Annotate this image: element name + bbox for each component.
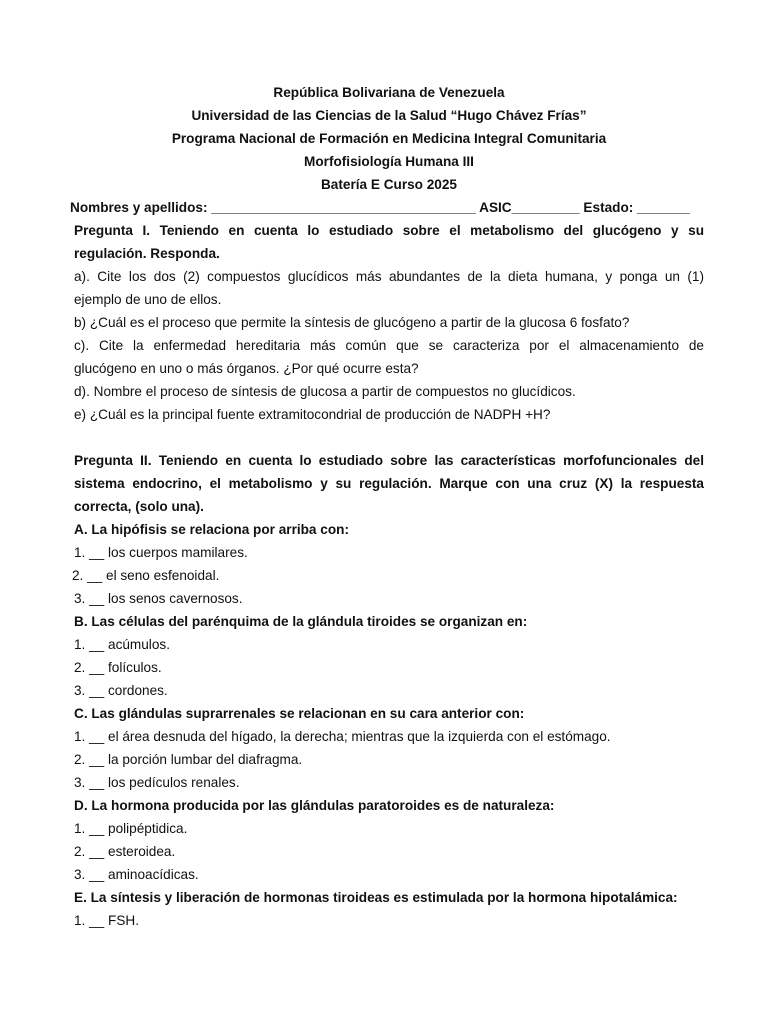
item-a-stem: A. La hipófisis se relaciona por arriba con:: [74, 522, 349, 537]
question-1: [74, 219, 704, 426]
item-b-option-2: 2. __ folículos.: [74, 660, 162, 675]
item-d-option-1: 1. __ polipéptidica.: [74, 821, 188, 836]
question-1-item-c: c). Cite la enfermedad hereditaria más común que se caracteriza por el almacenamiento de: [74, 338, 704, 353]
item-e-stem: E. La síntesis y liberación de hormonas tiroideas es estimulada por la hormona hipotalámica:: [74, 890, 678, 905]
item-c-option-3: 3. __ los pedículos renales.: [74, 775, 240, 790]
item-c-stem: C. Las glándulas suprarrenales se relacionan en su cara anterior con:: [74, 706, 525, 721]
item-d-option-2: 2. __ esteroidea.: [74, 844, 176, 859]
item-a-option-2: 2. __ el seno esfenoidal.: [72, 568, 220, 583]
item-b-option-1: 1. __ acúmulos.: [74, 637, 170, 652]
question-2-title-cont-2: correcta, (solo una).: [74, 499, 204, 514]
header-subject: Morfofisiología Humana III: [304, 154, 474, 169]
student-info-line: Nombres y apellidos: ___________________________________ ASIC_________ Estado: _______: [70, 200, 690, 215]
item-b-stem: B. Las células del parénquima de la glándula tiroides se organizan en:: [74, 614, 528, 629]
item-a-option-1: 1. __ los cuerpos mamilares.: [74, 545, 248, 560]
question-1-item-a-cont: ejemplo de uno de ellos.: [74, 292, 222, 307]
question-1-title: Pregunta I. Teniendo en cuenta lo estudiado sobre el metabolismo del glucógeno y su: [74, 223, 704, 238]
question-1-item-a: a). Cite los dos (2) compuestos glucídicos más abundantes de la dieta humana, y ponga un (1): [74, 269, 704, 284]
item-d-stem: D. La hormona producida por las glándulas paratoroides es de naturaleza:: [74, 798, 555, 813]
question-1-item-e: e) ¿Cuál es la principal fuente extramitocondrial de producción de NADPH +H?: [74, 407, 551, 422]
item-b-option-3: 3. __ cordones.: [74, 683, 168, 698]
question-2: [74, 449, 704, 932]
header-country: República Bolivariana de Venezuela: [273, 85, 505, 100]
question-1-item-b: b) ¿Cuál es el proceso que permite la síntesis de glucógeno a partir de la glucosa 6 fosfato?: [74, 315, 630, 330]
question-1-item-d: d). Nombre el proceso de síntesis de glucosa a partir de compuestos no glucídicos.: [74, 384, 576, 399]
question-1-title-cont: regulación. Responda.: [74, 246, 220, 261]
question-2-title: Pregunta II. Teniendo en cuenta lo estudiado sobre las características morfofuncionales del: [74, 453, 704, 468]
header-university: Universidad de las Ciencias de la Salud “Hugo Chávez Frías”: [191, 108, 587, 123]
item-c-option-2: 2. __ la porción lumbar del diafragma.: [74, 752, 303, 767]
header-battery: Batería E Curso 2025: [320, 177, 457, 192]
header-program: Programa Nacional de Formación en Medicina Integral Comunitaria: [171, 131, 607, 146]
item-e-option-1: 1. __ FSH.: [74, 913, 139, 928]
item-a-option-3: 3. __ los senos cavernosos.: [74, 591, 243, 606]
spacer: [74, 426, 704, 449]
question-2-title-cont: sistema endocrino, el metabolismo y su regulación. Marque con una cruz (X) la respuesta: [74, 476, 704, 491]
document-header: [74, 81, 704, 196]
item-c-option-1: 1. __ el área desnuda del hígado, la derecha; mientras que la izquierda con el estómago.: [74, 729, 611, 744]
item-d-option-3: 3. __ aminoacídicas.: [74, 867, 199, 882]
question-1-item-c-cont: glucógeno en uno o más órganos. ¿Por qué ocurre esta?: [74, 361, 419, 376]
